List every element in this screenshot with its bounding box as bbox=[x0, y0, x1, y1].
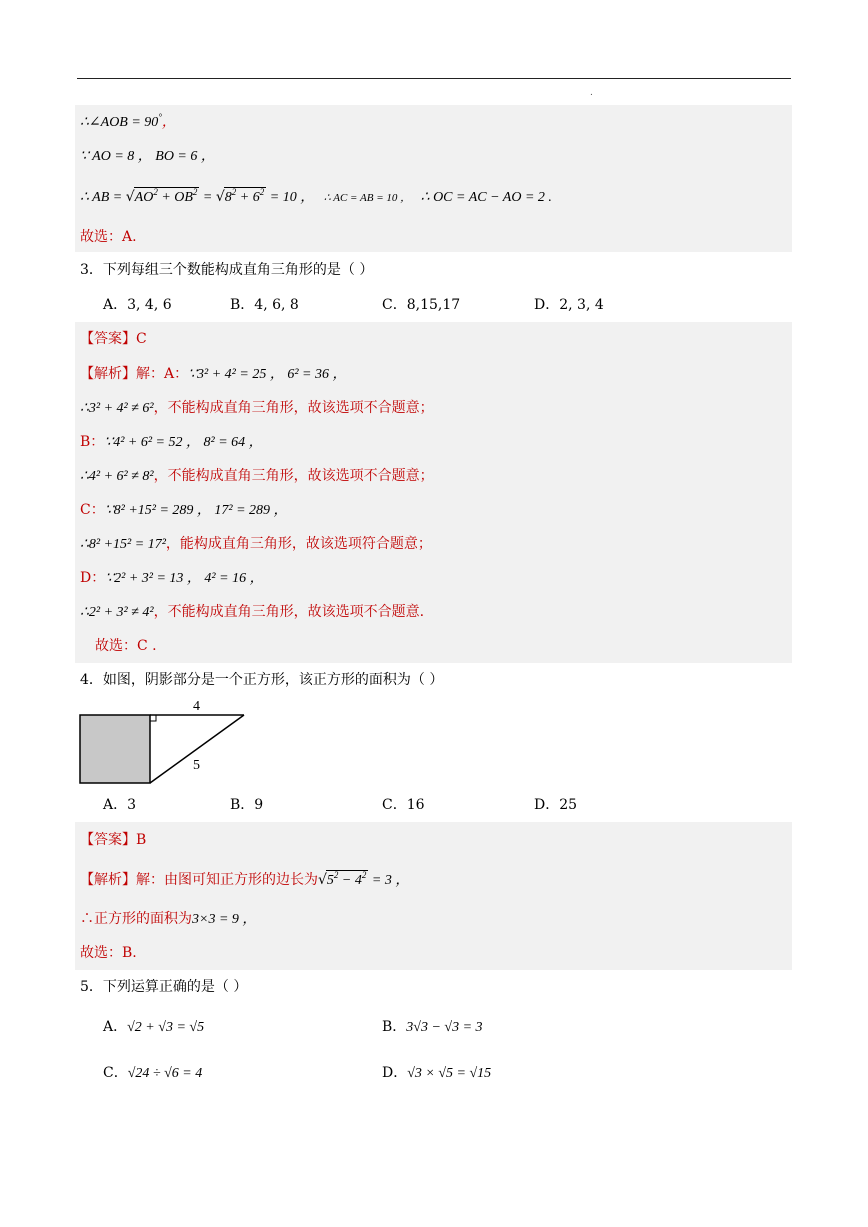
q3-option-a: A．3, 4, 6 bbox=[103, 297, 172, 313]
q3-line-c2: ∴8² +15² = 17²，能构成直角三角形，故该选项符合题意； bbox=[80, 536, 432, 552]
q5-stem: 5．下列运算正确的是（ ） bbox=[80, 979, 248, 995]
shaded-square bbox=[80, 715, 150, 783]
header-rule bbox=[77, 78, 791, 79]
q4-area: ∴正方形的面积为3×3 = 9 ， bbox=[80, 911, 257, 927]
q5-option-c: C．√24 ÷ √6 = 4 bbox=[103, 1065, 203, 1081]
label-4: 4 bbox=[193, 699, 200, 714]
q4-option-d: D．25 bbox=[534, 797, 578, 813]
label-5: 5 bbox=[193, 758, 200, 773]
q3-analysis-intro: 【解析】解：A：∵3² + 4² = 25 ， 6² = 36 ， bbox=[80, 366, 347, 382]
q3-option-c: C．8,15,17 bbox=[382, 297, 461, 313]
q2-line-2: ∵ AO = 8 ， BO = 6 ， bbox=[80, 149, 215, 164]
q4-stem: 4．如图，阴影部分是一个正方形，该正方形的面积为（ ） bbox=[80, 672, 444, 688]
q3-line-a2: ∴3² + 4² ≠ 6²，不能构成直角三角形，故该选项不合题意； bbox=[80, 400, 434, 416]
q5-option-d: D．√3 × √5 = √15 bbox=[382, 1065, 492, 1081]
q3-stem: 3．下列每组三个数能构成直角三角形的是（ ） bbox=[80, 262, 374, 278]
q3-final: 故选：C . bbox=[95, 638, 157, 654]
q4-option-a: A．3 bbox=[103, 797, 137, 813]
q2-line-3: ∴ AB = $√AO^2 + OB^2 = √8^2 + 6^2 = 10$ ， ∴ AC = AB = 10 ， ∴ OC = AC − AO = 2 . bbox=[80, 187, 552, 208]
q5-option-b: B．3√3 − √3 = 3 bbox=[382, 1019, 483, 1035]
q2-line-1: ∴∠AOB = 90°， bbox=[80, 112, 176, 130]
q2-analysis-block bbox=[75, 105, 792, 252]
q4-figure bbox=[75, 695, 255, 790]
q3-line-b2: ∴4² + 6² ≠ 8²，不能构成直角三角形，故该选项不合题意； bbox=[80, 468, 434, 484]
q4-option-c: C．16 bbox=[382, 797, 425, 813]
q4-option-b: B．9 bbox=[230, 797, 264, 813]
q4-answer: 【答案】B bbox=[80, 832, 147, 848]
right-angle-mark bbox=[150, 715, 156, 721]
q3-option-d: D．2, 3, 4 bbox=[534, 297, 604, 313]
q3-option-b: B．4, 6, 8 bbox=[230, 297, 299, 313]
q4-analysis: 【解析】解：由图可知正方形的边长为$√5^2 - 4^2 = 3$ ， bbox=[80, 870, 409, 891]
header-dot: . bbox=[590, 88, 593, 98]
q4-final: 故选：B. bbox=[80, 945, 137, 961]
q3-line-b1: B：∵4² + 6² = 52 ， 8² = 64 ， bbox=[80, 434, 263, 450]
q3-line-c1: C：∵8² +15² = 289 ， 17² = 289 ， bbox=[80, 502, 288, 518]
q5-option-a: A．√2 + √3 = √5 bbox=[103, 1019, 205, 1035]
q4-analysis-block bbox=[75, 822, 792, 970]
q3-line-d2: ∴2² + 3² ≠ 4²，不能构成直角三角形，故该选项不合题意. bbox=[80, 604, 425, 620]
q3-answer: 【答案】C bbox=[80, 331, 147, 347]
q2-answer: 故选：A. bbox=[80, 229, 137, 245]
q3-line-d1: D：∵2² + 3² = 13 ， 4² = 16 ， bbox=[80, 570, 264, 586]
